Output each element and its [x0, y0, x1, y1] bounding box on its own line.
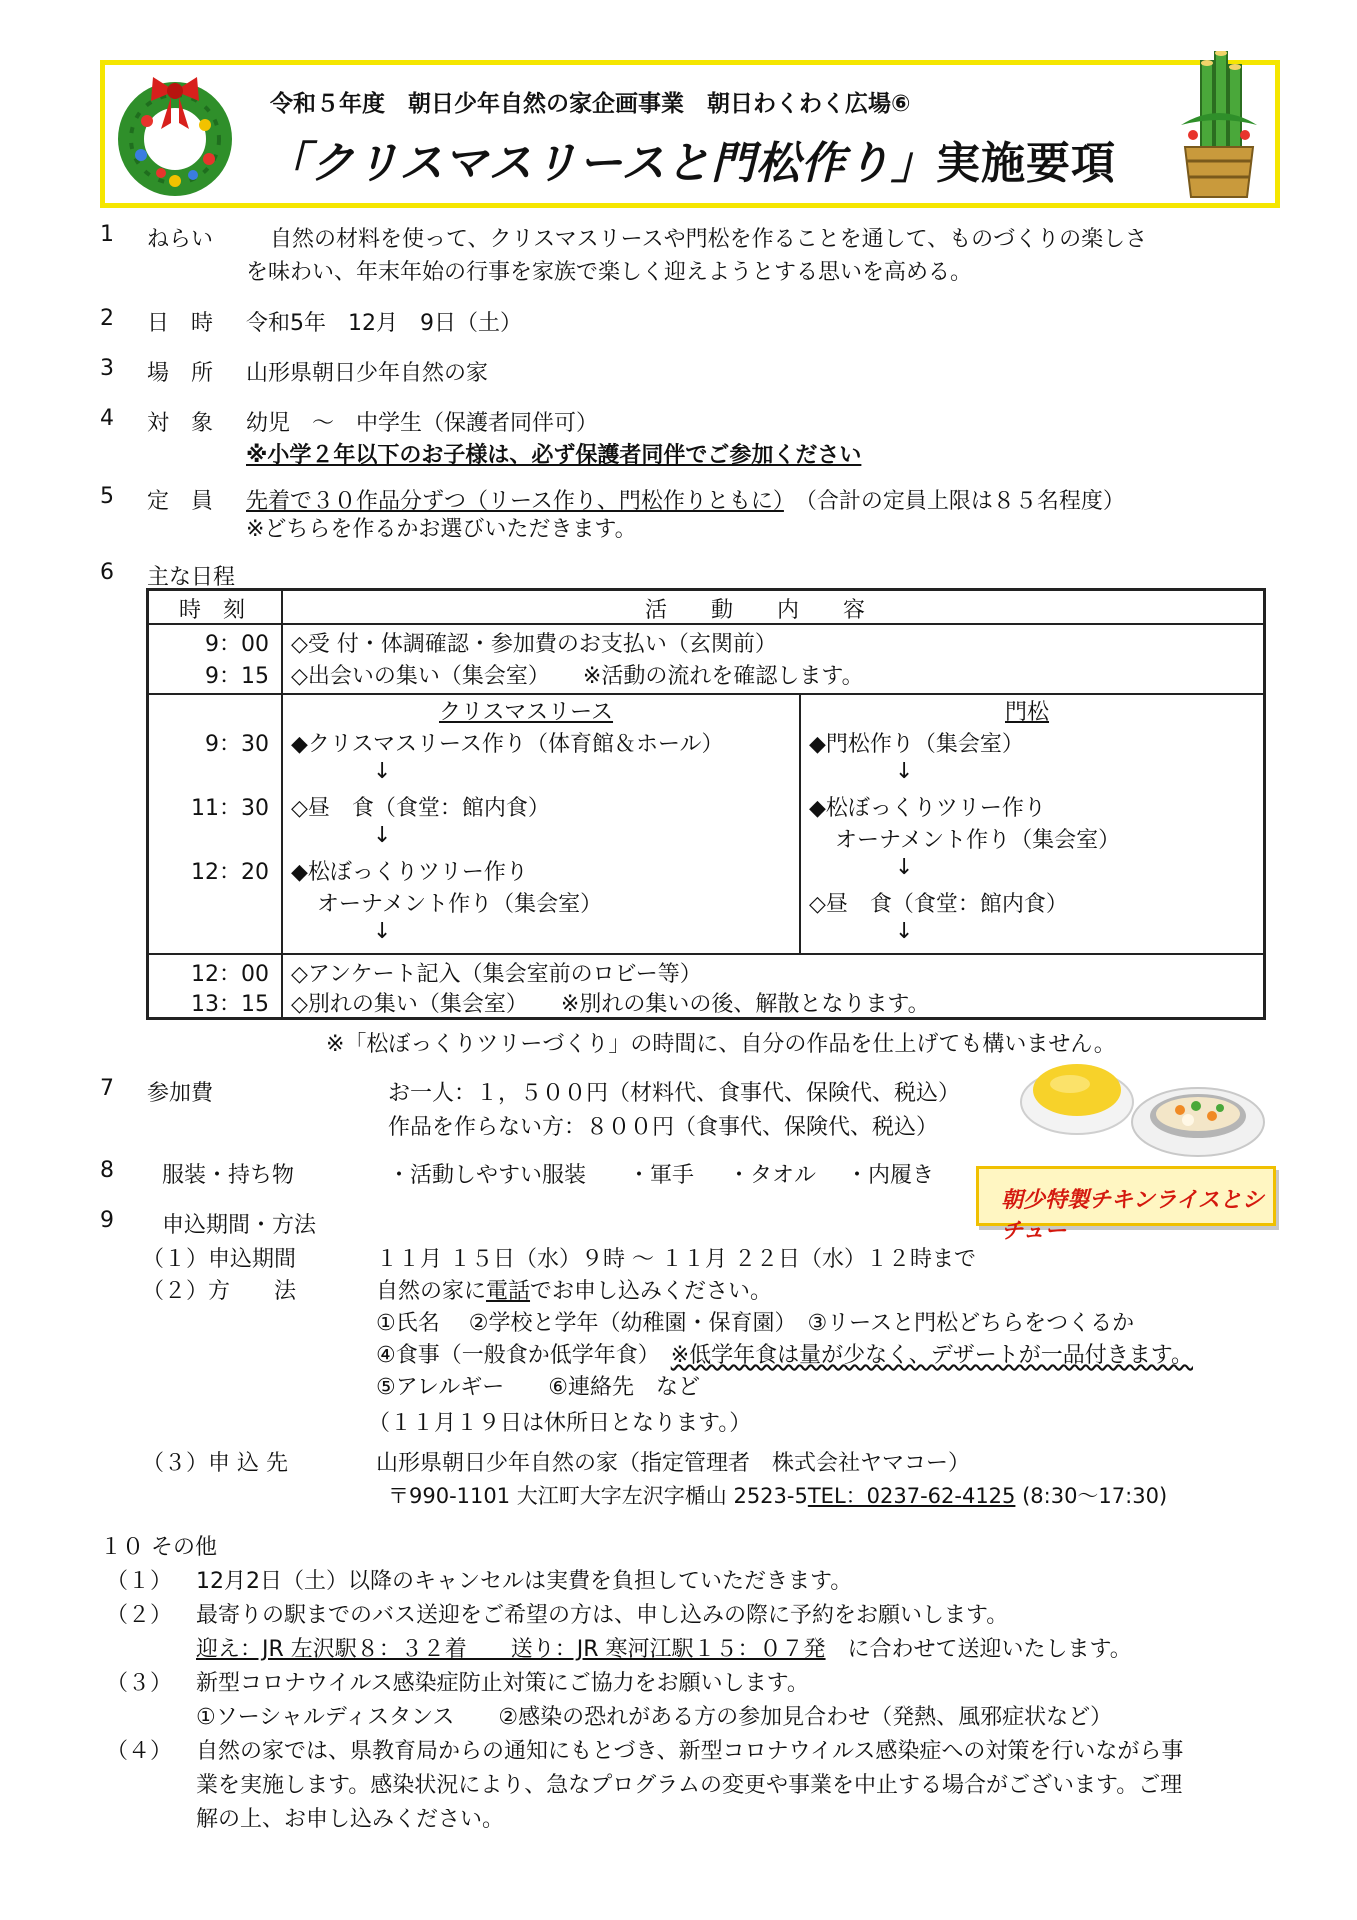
- section-6-num: 6: [100, 560, 114, 585]
- wreath-column-head: クリスマスリース: [439, 700, 614, 725]
- section-9-p2-l1: [376, 1274, 772, 1305]
- section-7-line1: お一人：１，５００円（材料代、食事代、保険代、税込）: [388, 1081, 961, 1106]
- wreath-tree: ◆松ぼっくりツリー作り: [291, 860, 528, 885]
- arrow: ↓: [895, 759, 914, 784]
- section-9-num: 9: [100, 1208, 114, 1233]
- section-10-i4b: 業を実施します。感染状況により、急なプログラムの変更や事業を中止する場合がございます。ご理: [196, 1773, 1183, 1798]
- section-7-num: 7: [100, 1076, 114, 1101]
- section-3-text: 山形県朝日少年自然の家: [246, 361, 489, 386]
- section-9-p3-label: （３）申 込 先: [142, 1451, 288, 1476]
- text: ④食事（一般食か低学年食）: [376, 1343, 671, 1368]
- wreath-lunch: ◇昼 食（食堂：館内食）: [291, 796, 550, 821]
- kadomatsu-ornament: オーナメント作り（集会室）: [835, 828, 1121, 853]
- section-3-label: 場 所: [147, 361, 214, 386]
- row-reception: ◇受 付・体調確認・参加費のお支払い（玄関前）: [291, 632, 777, 657]
- page-title: [265, 127, 1116, 191]
- section-9-p3-l1: 山形県朝日少年自然の家（指定管理者 株式会社ヤマコー）: [376, 1451, 971, 1476]
- kadomatsu-column-head: 門松: [1005, 700, 1050, 725]
- schedule-head-content: 活 動 内 容: [645, 598, 866, 623]
- section-10-i2-num: （２）: [106, 1603, 173, 1628]
- section-6-label: 主な日程: [147, 565, 236, 590]
- text: 自然の家に: [376, 1279, 487, 1304]
- bus-times: 迎え：JR 左沢駅８：３２着 送り：JR 寒河江駅１５：０７発: [196, 1637, 826, 1662]
- row-opening: ◇出会いの集い（集会室） ※活動の流れを確認します。: [291, 664, 864, 689]
- section-7-line2: 作品を作らない方：８００円（食事代、保険代、税込）: [388, 1115, 939, 1140]
- kadomatsu-making: ◆門松作り（集会室）: [809, 732, 1024, 757]
- section-2-label: 日 時: [147, 311, 214, 336]
- rice-icon: [1018, 1050, 1136, 1140]
- row-closing: ◇別れの集い（集会室） ※別れの集いの後、解散となります。: [291, 992, 930, 1017]
- section-9-p2-label: （２）方 法: [142, 1279, 297, 1304]
- section-10-i2: 最寄りの駅までのバス送迎をご希望の方は、申し込みの際に予約をお願いします。: [196, 1603, 1009, 1628]
- section-1-label: ねらい: [147, 227, 214, 252]
- stew-icon: [1128, 1078, 1268, 1162]
- section-10-i4a: 自然の家では、県教育局からの通知にもとづき、新型コロナウイルス感染症への対策を行いながら事: [196, 1739, 1184, 1764]
- arrow: ↓: [895, 919, 914, 944]
- section-8-item: ・軍手: [628, 1163, 695, 1188]
- section-8-item: ・活動しやすい服装: [388, 1163, 587, 1188]
- section-5-text: [246, 484, 1125, 515]
- arrow: ↓: [373, 823, 392, 848]
- section-8-label: 服装・持ち物: [162, 1163, 295, 1188]
- wreath-icon: [117, 69, 237, 197]
- schedule-table: [146, 588, 1266, 1020]
- time-900: 9：00: [205, 632, 269, 657]
- section-10-i2b: [196, 1632, 1132, 1663]
- section-8-item: ・タオル: [728, 1163, 817, 1188]
- section-1-line2: を味わい、年末年始の行事を家族で楽しく迎えようとする思いを高める。: [246, 260, 973, 285]
- section-10-i4-num: （４）: [106, 1739, 173, 1764]
- time-1220: 12：20: [191, 860, 269, 885]
- kadomatsu-lunch: ◇昼 食（食堂：館内食）: [809, 892, 1068, 917]
- section-10-i3-num: （３）: [106, 1671, 173, 1696]
- section-8-item: ・内履き: [846, 1163, 935, 1188]
- section-4-label: 対 象: [147, 411, 214, 436]
- schedule-head-time: 時 刻: [179, 598, 246, 623]
- arrow: ↓: [895, 855, 914, 880]
- arrow: ↓: [373, 919, 392, 944]
- section-9-p2-l2: ①氏名 ②学校と学年（幼稚園・保育園） ③リースと門松どちらをつくるか: [376, 1311, 1135, 1336]
- time-1200: 12：00: [191, 962, 269, 987]
- time-915: 9：15: [205, 664, 269, 689]
- section-2-text: 令和5年 12月 9日（土）: [246, 311, 522, 336]
- kadomatsu-tree: ◆松ぼっくりツリー作り: [809, 796, 1046, 821]
- meal-badge-text: 朝少特製チキンライスとシチュー: [1001, 1188, 1264, 1244]
- section-9-label: 申込期間・方法: [162, 1213, 317, 1238]
- section-2-num: 2: [100, 306, 114, 331]
- schedule-note: ※「松ぼっくりツリーづくり」の時間に、自分の作品を仕上げても構いません。: [326, 1032, 1116, 1057]
- section-1-num: 1: [100, 222, 114, 247]
- header-banner: [100, 60, 1280, 208]
- section-7-label: 参加費: [147, 1081, 214, 1106]
- meal-badge: [976, 1166, 1276, 1244]
- section-10-i1: 12月2日（土）以降のキャンセルは実費を負担していただきます。: [196, 1569, 853, 1594]
- section-5-total: （合計の定員上限は８５名程度）: [805, 489, 1125, 514]
- section-10-label: １０ その他: [100, 1535, 217, 1560]
- wreath-ornament: オーナメント作り（集会室）: [317, 892, 603, 917]
- section-5-capacity: 先着で３０作品分ずつ（リース作り、門松作りともに）: [246, 489, 784, 514]
- arrow: ↓: [373, 759, 392, 784]
- page-title-main: 「クリスマスリースと門松作り」: [265, 138, 937, 189]
- section-5-label: 定 員: [147, 489, 214, 514]
- section-8-num: 8: [100, 1158, 114, 1183]
- header-subtitle: 令和５年度 朝日少年自然の家企画事業 朝日わくわく広場⑥: [270, 91, 911, 117]
- section-10-i3b: ①ソーシャルディスタンス ②感染の恐れがある方の参加見合わせ（発熱、風邪症状など）: [196, 1705, 1113, 1730]
- section-9-p3-l2: [388, 1480, 1167, 1510]
- child-meal-note: ※低学年食は量が少なく、デザートが一品付きます。: [670, 1343, 1193, 1368]
- phone-emphasis: 電話: [486, 1279, 531, 1304]
- section-9-p1-label: （１）申込期間: [142, 1247, 297, 1272]
- wreath-making: ◆クリスマスリース作り（体育館＆ホール）: [291, 732, 724, 757]
- section-9-p2-l4: ⑤アレルギー ⑥連絡先 など: [376, 1375, 701, 1400]
- time-1130: 11：30: [191, 796, 269, 821]
- section-4-note: ※小学２年以下のお子様は、必ず保護者同伴でご参加ください: [246, 443, 862, 468]
- section-10-i4c: 解の上、お申し込みください。: [196, 1807, 505, 1832]
- section-9-p1-text: １１月 １５日（水）９時 ～ １１月 ２２日（水）１２時まで: [376, 1247, 976, 1272]
- address: 〒990-1101 大江町大字左沢字楯山 2523-5: [388, 1484, 808, 1508]
- time-1315: 13：15: [191, 992, 269, 1017]
- section-9-p2-l5: （１１月１９日は休所日となります。）: [368, 1411, 752, 1436]
- kadomatsu-icon: [1171, 51, 1267, 201]
- section-10-i3: 新型コロナウイルス感染症防止対策にご協力をお願いします。: [196, 1671, 809, 1696]
- section-4-num: 4: [100, 406, 114, 431]
- section-9-p2-l3: [376, 1338, 1193, 1369]
- section-4-text: 幼児 ～ 中学生（保護者同伴可）: [246, 411, 599, 436]
- text: でお申し込みください。: [530, 1279, 773, 1304]
- page-title-suffix: 実施要項: [936, 138, 1117, 189]
- section-5-num: 5: [100, 484, 114, 509]
- section-10-i1-num: （１）: [106, 1569, 173, 1594]
- text: に合わせて送迎いたします。: [825, 1637, 1132, 1662]
- section-5-note: ※どちらを作るかお選びいただきます。: [246, 517, 637, 542]
- phone-number: TEL：0237-62-4125: [807, 1484, 1016, 1508]
- hours: (8:30～17:30): [1015, 1484, 1168, 1508]
- section-1-line1: 自然の材料を使って、クリスマスリースや門松を作ることを通して、ものづくりの楽しさ: [270, 227, 1148, 252]
- time-930: 9：30: [205, 732, 269, 757]
- section-3-num: 3: [100, 356, 114, 381]
- row-survey: ◇アンケート記入（集会室前のロビー等）: [291, 962, 702, 987]
